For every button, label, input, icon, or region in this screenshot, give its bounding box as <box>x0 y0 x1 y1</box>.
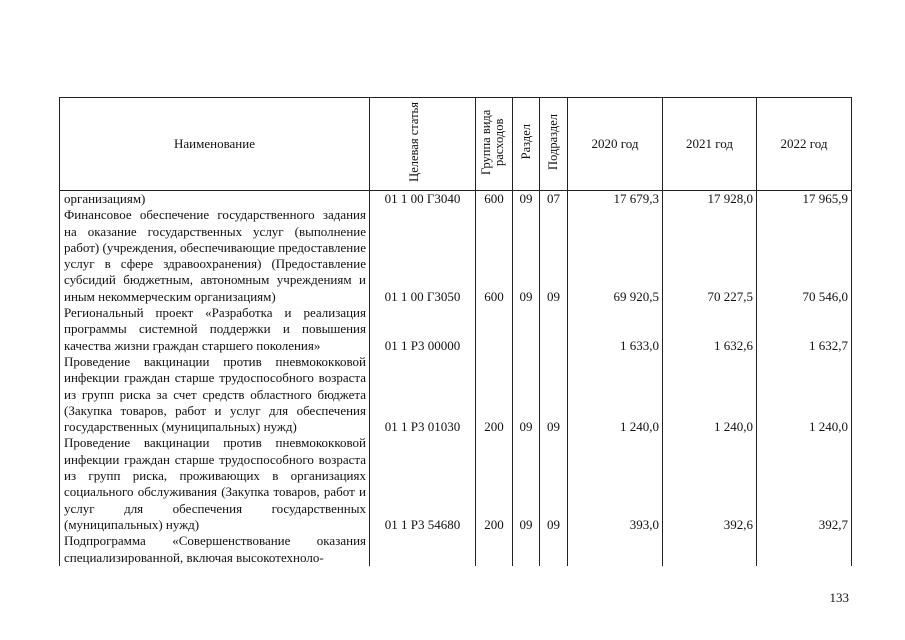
table-row <box>60 354 852 435</box>
row-2021: 70 227,5 <box>663 207 757 305</box>
budget-table <box>59 97 852 566</box>
table-header <box>60 98 852 191</box>
row-subsection <box>540 305 568 354</box>
row-name: Финансовое обеспечение государственного задания на оказание государственных услуг (выполнение работ) (учреждения, обеспечивающие предоставление услуг в сфере здравоохранения) (Предоставление субсидий бюджетным, автономным учреждениям и иным некоммерческим организациям) <box>60 207 370 305</box>
table-row <box>60 207 852 305</box>
row-section: 09 <box>513 191 540 208</box>
header-2020: 2020 год <box>568 98 663 191</box>
row-2022: 70 546,0 <box>757 207 852 305</box>
row-subsection <box>540 533 568 566</box>
header-subsection <box>540 98 568 191</box>
row-subsection: 09 <box>540 207 568 305</box>
row-target: 01 1 P3 54680 <box>370 435 476 533</box>
row-2022: 17 965,9 <box>757 191 852 208</box>
row-group <box>476 305 513 354</box>
row-2020: 393,0 <box>568 435 663 533</box>
row-name: Региональный проект «Разработка и реализация программы системной поддержки и повышения качества жизни граждан старшего поколения» <box>60 305 370 354</box>
row-group: 200 <box>476 435 513 533</box>
row-target: 01 1 00 Г3040 <box>370 191 476 208</box>
row-subsection: 09 <box>540 435 568 533</box>
row-name: Проведение вакцинации против пневмококковой инфекции граждан старше трудоспособного возраста из групп риска, проживающих в организациях социального обслуживания (Закупка товаров, работ и услуг для обеспечения государственных (муниципальных) нужд) <box>60 435 370 533</box>
row-subsection: 09 <box>540 354 568 435</box>
row-name: Проведение вакцинации против пневмококковой инфекции граждан старше трудоспособного возраста из групп риска за счет средств областного бюджета (Закупка товаров, работ и услуг для обеспечения государственных (муниципальных) нужд) <box>60 354 370 435</box>
table-body <box>60 191 852 566</box>
row-2021 <box>663 533 757 566</box>
row-2021: 392,6 <box>663 435 757 533</box>
row-name: Подпрограмма «Совершенствование оказания специализированной, включая высокотехноло- <box>60 533 370 566</box>
row-2022 <box>757 533 852 566</box>
row-target: 01 1 00 Г3050 <box>370 207 476 305</box>
row-2020: 17 679,3 <box>568 191 663 208</box>
row-name: организациям) <box>60 191 370 208</box>
row-group <box>476 533 513 566</box>
header-group <box>476 98 513 191</box>
row-target <box>370 533 476 566</box>
row-2021: 1 632,6 <box>663 305 757 354</box>
row-2021: 1 240,0 <box>663 354 757 435</box>
row-2020: 1 240,0 <box>568 354 663 435</box>
table-row <box>60 435 852 533</box>
header-section-label: Раздел <box>518 124 533 160</box>
row-target: 01 1 P3 01030 <box>370 354 476 435</box>
header-section <box>513 98 540 191</box>
row-2022: 1 632,7 <box>757 305 852 354</box>
row-section: 09 <box>513 207 540 305</box>
header-2021: 2021 год <box>663 98 757 191</box>
row-section <box>513 305 540 354</box>
row-group: 600 <box>476 191 513 208</box>
header-target <box>370 98 476 191</box>
row-2020 <box>568 533 663 566</box>
header-name: Наименование <box>60 98 370 191</box>
row-2021: 17 928,0 <box>663 191 757 208</box>
header-group-label: Группа вида расходов <box>479 109 506 175</box>
row-target: 01 1 P3 00000 <box>370 305 476 354</box>
row-2022: 392,7 <box>757 435 852 533</box>
table-row <box>60 191 852 208</box>
row-subsection: 07 <box>540 191 568 208</box>
row-section: 09 <box>513 354 540 435</box>
page-number: 133 <box>829 590 849 605</box>
header-2022: 2022 год <box>757 98 852 191</box>
table-row <box>60 305 852 354</box>
table-row <box>60 533 852 566</box>
row-group: 600 <box>476 207 513 305</box>
row-2022: 1 240,0 <box>757 354 852 435</box>
header-subsection-label: Подраздел <box>546 114 560 170</box>
row-2020: 1 633,0 <box>568 305 663 354</box>
row-section <box>513 533 540 566</box>
header-target-label: Целевая статья <box>406 102 421 182</box>
row-2020: 69 920,5 <box>568 207 663 305</box>
row-group: 200 <box>476 354 513 435</box>
row-section: 09 <box>513 435 540 533</box>
